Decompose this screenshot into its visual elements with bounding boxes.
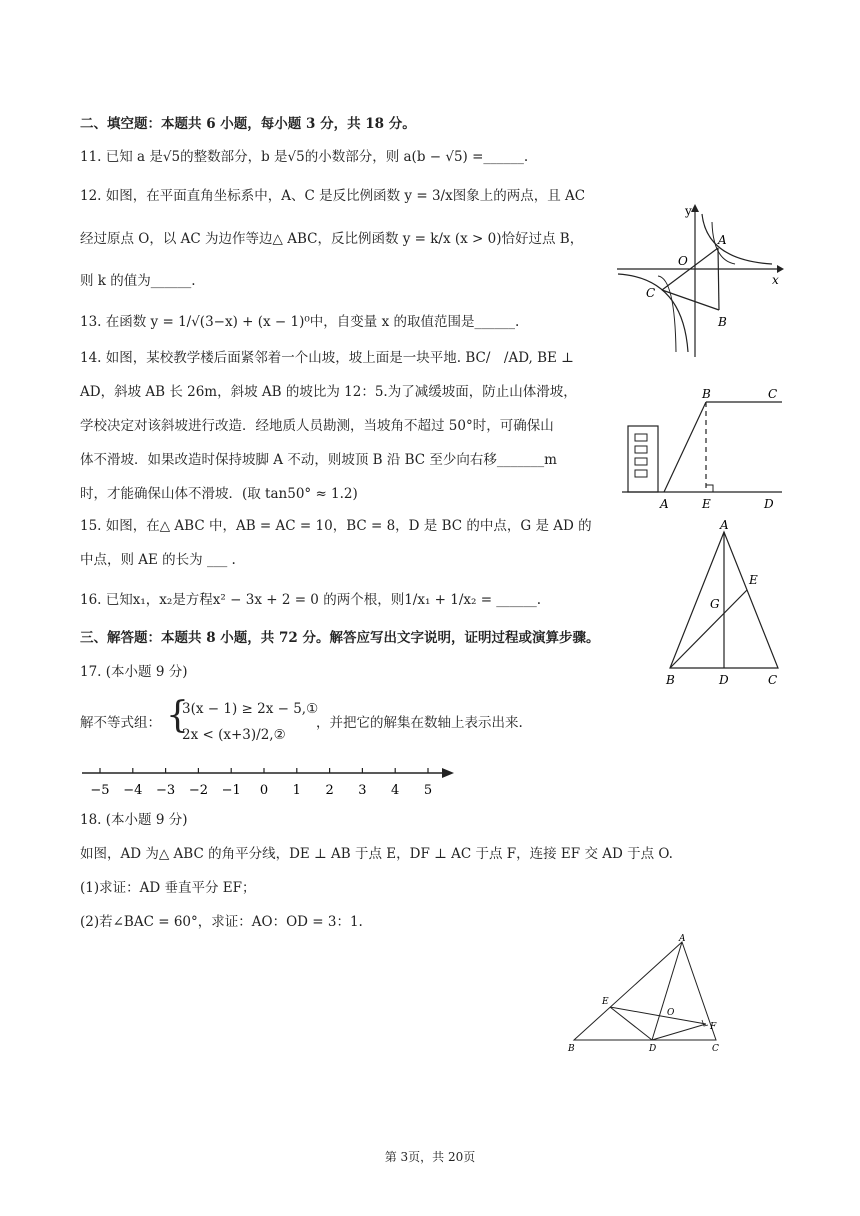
- y-axis-arrow-icon: [691, 204, 699, 212]
- triangle-abc: [574, 942, 716, 1040]
- question-18-part-2: (2)若∠BAC = 60°，求证：AO：OD = 3：1.: [80, 914, 363, 930]
- label-d: D: [719, 673, 729, 687]
- question-15-figure: [660, 516, 786, 688]
- label-c: C: [646, 286, 656, 300]
- number-line-tick-label: −1: [221, 783, 241, 798]
- label-f: F: [710, 1022, 717, 1032]
- question-12-line-3: 则 k 的值为______.: [80, 273, 196, 289]
- label-x: x: [772, 273, 779, 287]
- label-b: B: [702, 387, 711, 401]
- question-13: 13. 在函数 y = 1/√(3−x) + (x − 1)⁰中，自变量 x 的取值范围是______.: [80, 314, 520, 330]
- label-c: C: [712, 1044, 719, 1054]
- label-e: E: [602, 997, 609, 1007]
- inequality-2: 2x < (x+3)/2,②: [182, 727, 286, 743]
- question-12-line-2: 经过原点 O，以 AC 为边作等边△ ABC，反比例函数 y = k/x (x > 0)恰好过点 B，: [80, 231, 584, 247]
- segment-ab: [718, 248, 719, 310]
- inequality-1: 3(x − 1) ≥ 2x − 5,①: [182, 701, 319, 717]
- label-a: A: [718, 233, 727, 247]
- question-14-line-3: 学校决定对该斜坡进行改造．经地质人员勘测，当坡角不超过 50°时，可确保山: [80, 418, 554, 434]
- label-b: B: [666, 673, 675, 687]
- question-12-figure: [612, 202, 784, 362]
- label-e: E: [702, 497, 711, 511]
- question-14-figure: [622, 386, 790, 512]
- segment-cb: [662, 290, 719, 310]
- number-line-arrow-icon: [442, 768, 454, 778]
- question-14-line-2: AD，斜坡 AB 长 26m，斜坡 AB 的坡比为 12：5.为了减缓坡面，防止山体滑坡，: [80, 384, 577, 400]
- label-o: O: [678, 254, 688, 268]
- number-line-tick-label: −3: [156, 783, 176, 798]
- question-15-line-2: 中点，则 AE 的长为 ___ .: [80, 552, 236, 568]
- question-14-line-4: 体不滑坡．如果改造时保持坡脚 A 不动，则坡顶 B 沿 BC 至少向右移_______m: [80, 452, 557, 468]
- number-line-tick-label: −5: [90, 783, 110, 798]
- building-window-icon: [635, 446, 647, 453]
- number-line-tick-label: 1: [292, 783, 301, 798]
- section-2-title: 二、填空题：本题共 6 小题，每小题 3 分，共 18 分。: [80, 116, 416, 132]
- building-icon: [628, 426, 658, 492]
- section-3-title: 三、解答题：本题共 8 小题，共 72 分。解答应写出文字说明，证明过程或演算步骤。: [80, 630, 600, 646]
- number-line-tick-label: 5: [423, 783, 433, 798]
- question-14-line-1: 14. 如图，某校教学楼后面紧邻着一个山坡，坡上面是一块平地. BC/ /AD, BE ⊥: [80, 350, 574, 366]
- label-a: A: [720, 518, 729, 532]
- segment-be: [670, 590, 747, 668]
- label-d: D: [764, 497, 774, 511]
- number-line: [78, 762, 458, 802]
- segment-de: [610, 1007, 652, 1040]
- label-g: G: [710, 597, 720, 611]
- label-a: A: [660, 497, 669, 511]
- segment-df: [652, 1024, 706, 1040]
- number-line-tick-label: 0: [259, 783, 269, 798]
- segment-ad: [652, 942, 682, 1040]
- label-b: B: [718, 315, 727, 329]
- hyperbola-k-branch-2: [658, 276, 676, 352]
- label-c: C: [768, 673, 778, 687]
- question-17-prefix: 解不等式组：: [80, 715, 161, 731]
- label-c: C: [768, 387, 778, 401]
- page-footer: 第 3页，共 20页: [384, 1150, 476, 1164]
- building-window-icon: [635, 470, 647, 477]
- right-angle-mark: [706, 485, 713, 492]
- number-line-tick-label: 2: [325, 783, 334, 798]
- label-b: B: [568, 1044, 575, 1054]
- question-16: 16. 已知x₁，x₂是方程x² − 3x + 2 = 0 的两个根，则1/x₁ + 1/x₂ = ______.: [80, 592, 542, 608]
- number-line-tick-label: −4: [123, 783, 143, 798]
- question-18-part-1: (1)求证：AD 垂直平分 EF；: [80, 880, 256, 896]
- label-y: y: [685, 204, 692, 218]
- question-17-suffix: ，并把它的解集在数轴上表示出来.: [316, 715, 523, 731]
- number-line-tick-label: 4: [391, 783, 400, 798]
- question-18-line-1: 如图，AD 为△ ABC 的角平分线，DE ⊥ AB 于点 E，DF ⊥ AC 于点 F，连接 EF 交 AD 于点 O.: [80, 846, 673, 862]
- hyperbola-branch-q1: [702, 214, 772, 264]
- question-18-figure: [564, 934, 734, 1058]
- x-axis-arrow-icon: [777, 265, 784, 273]
- slope-ab: [664, 402, 706, 492]
- question-18-header: 18. (本小题 9 分): [80, 812, 188, 828]
- question-11: 11. 已知 a 是√5的整数部分，b 是√5的小数部分，则 a(b − √5) =______.: [80, 149, 529, 165]
- brace-icon: {: [166, 695, 189, 736]
- number-line-tick-label: −2: [188, 783, 208, 798]
- label-o: O: [667, 1008, 675, 1018]
- number-line-tick-label: 3: [358, 783, 367, 798]
- question-17-header: 17. (本小题 9 分): [80, 664, 188, 680]
- question-14-line-5: 时，才能确保山体不滑坡．(取 tan50° ≈ 1.2): [80, 486, 358, 502]
- label-e: E: [749, 573, 758, 587]
- label-d: D: [649, 1044, 657, 1054]
- building-window-icon: [635, 458, 647, 465]
- building-window-icon: [635, 434, 647, 441]
- label-a: A: [679, 934, 686, 944]
- question-15-line-1: 15. 如图，在△ ABC 中，AB = AC = 10，BC = 8，D 是 BC 的中点，G 是 AD 的: [80, 518, 592, 534]
- question-12-line-1: 12. 如图，在平面直角坐标系中，A、C 是反比例函数 y = 3/x图象上的两点，且 AC: [80, 188, 586, 204]
